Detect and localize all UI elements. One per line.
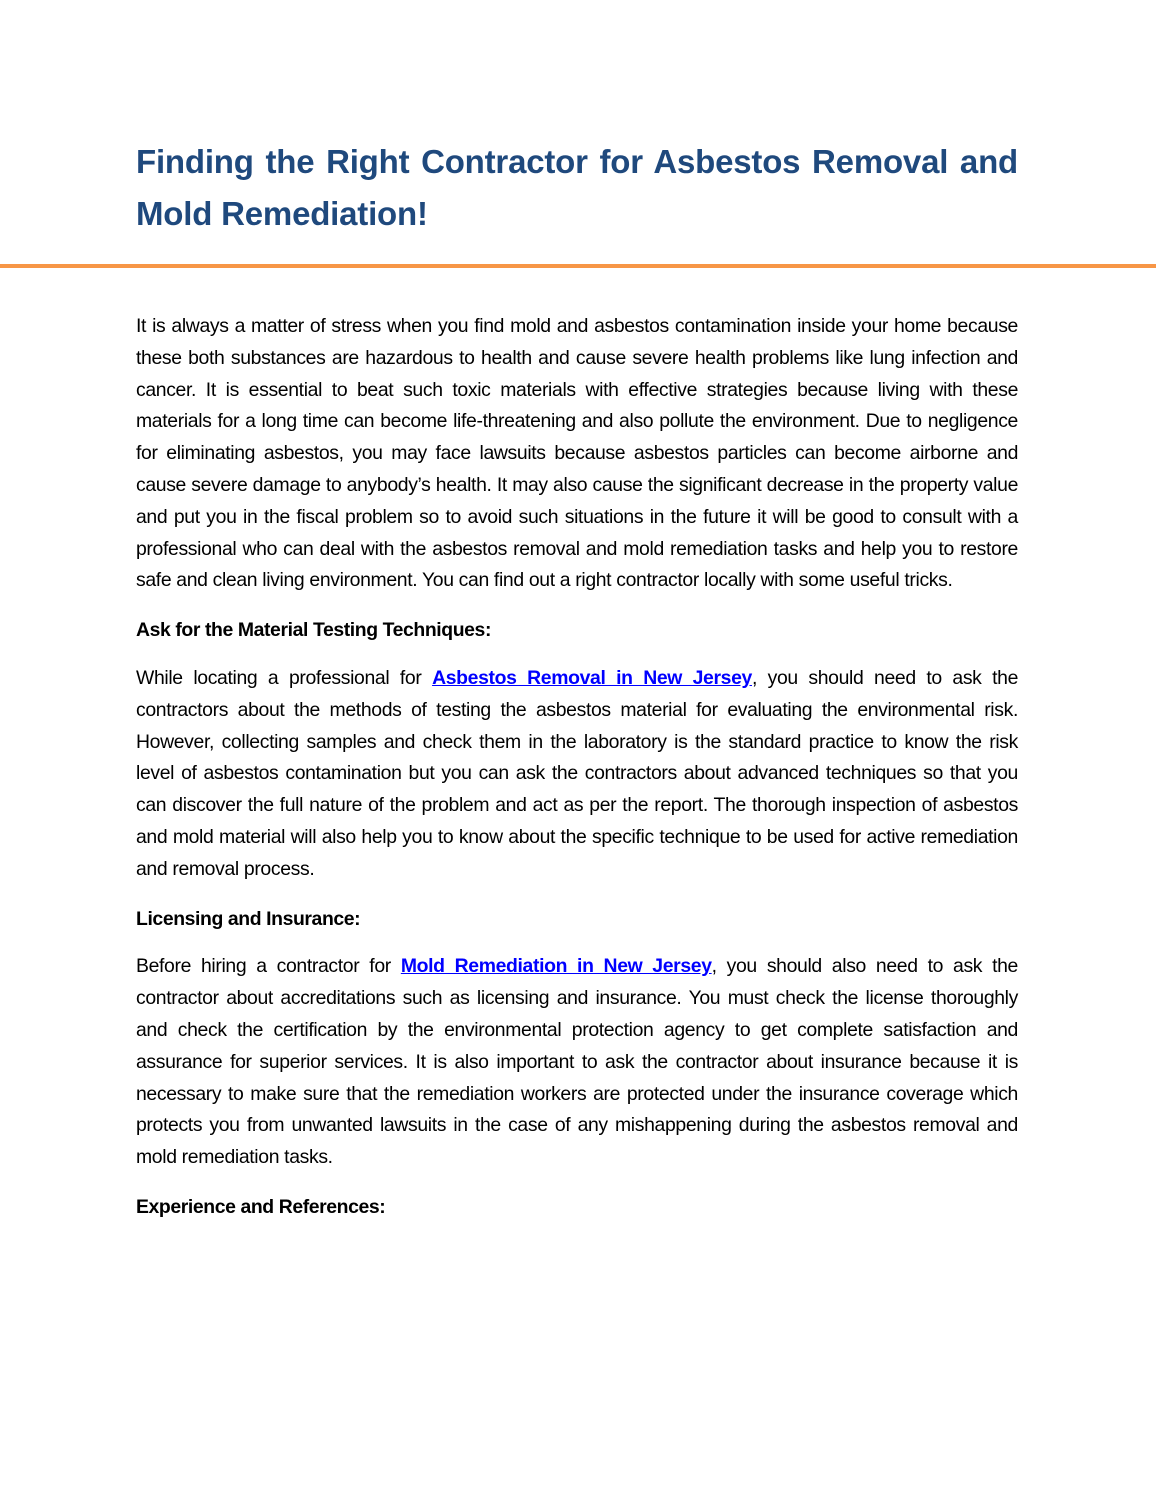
paragraph-text: While locating a professional for [136, 666, 433, 689]
section-heading-licensing: Licensing and Insurance: [136, 907, 361, 930]
section-paragraph-licensing [136, 951, 1018, 1174]
paragraph-text: , you should also need to ask the contractor about accreditations such as licensing and insurance. You must check the license thoroughly and check the certification by the environmental protection agency to get complete satisfaction and assurance for superior services. It is also important to ask the contractor about insurance because it is necessary to make sure that the remediation workers are protected under the insurance coverage which protects you from unwanted lawsuits in the case of any mishappening during the asbestos removal and mold remediation tasks. [136, 955, 1018, 1169]
document-title: Finding the Right Contractor for Asbestos Removal and Mold Remediation! [136, 143, 1018, 232]
section-paragraph-material-testing [136, 663, 1018, 886]
document-body [136, 311, 1018, 1240]
section-heading-experience: Experience and References: [136, 1195, 386, 1218]
intro-paragraph: It is always a matter of stress when you find mold and asbestos contamination inside your home because these both substances are hazardous to health and cause severe health problems like lung infection and cancer. It is essential to beat such toxic materials with effective strategies because living with these materials for a long time can become life-threatening and also pollute the environment. Due to negligence for eliminating asbestos, you may face lawsuits because asbestos particles can become airborne and cause severe damage to anybody’s health. It may also cause the significant decrease in the property value and put you in the fiscal problem so to avoid such situations in the future it will be good to consult with a professional who can deal with the asbestos removal and mold remediation tasks and help you to restore safe and clean living environment. You can find out a right contractor locally with some useful tricks. [136, 315, 1018, 592]
paragraph-text: Before hiring a contractor for [136, 955, 401, 978]
title-divider [0, 264, 1156, 268]
mold-remediation-link[interactable]: Mold Remediation in New Jersey [400, 955, 712, 978]
paragraph-text: , you should need to ask the contractors about the methods of testing the asbestos material for evaluating the environmental risk. However, collecting samples and check them in the laboratory is the standard practice to know the risk level of asbestos contamination but you can ask the contractors about advanced techniques so that you can discover the full nature of the problem and act as per the report. The thorough inspection of asbestos and mold material will also help you to know about the specific technique to be used for active remediation and removal process. [136, 666, 1019, 880]
section-heading-material-testing: Ask for the Material Testing Techniques: [136, 619, 491, 642]
asbestos-removal-link[interactable]: Asbestos Removal in New Jersey [432, 666, 752, 689]
